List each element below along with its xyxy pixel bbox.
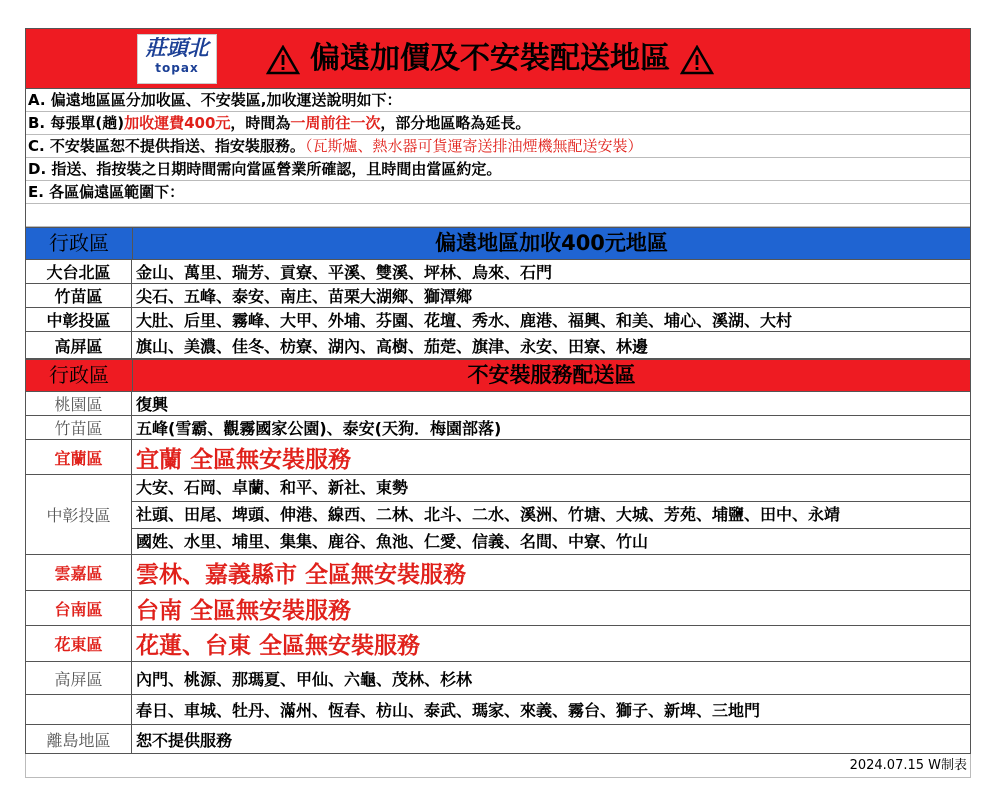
- brand-logo: [137, 34, 217, 84]
- note-b-mid: ，時間為: [230, 114, 291, 132]
- areas-cell: 內門、桃源、那瑪夏、甲仙、六龜、茂林、杉林: [136, 669, 473, 689]
- no-install-col-header: 行政區: [26, 360, 133, 391]
- areas-cell: 宜蘭 全區無安裝服務: [136, 446, 352, 473]
- region-cell: 台南區: [26, 591, 132, 625]
- note-b-suffix: ，部分地區略為延長。: [380, 114, 531, 132]
- no-install-title: 不安裝服務配送區: [467, 363, 636, 387]
- areas-cell: 金山、萬里、瑞芳、貢寮、平溪、雙溪、坪林、烏來、石門: [136, 263, 553, 282]
- table-row: [25, 626, 971, 662]
- table-sheet: [25, 28, 971, 778]
- warning-icon: [266, 45, 300, 75]
- table-row: [25, 416, 971, 440]
- note-b-frequency: 一周前往一次: [290, 114, 381, 132]
- table-row: [25, 392, 971, 416]
- table-row: [25, 555, 971, 591]
- region-cell: 大台北區: [26, 260, 132, 283]
- table-row: [25, 308, 971, 332]
- table-row: [25, 260, 971, 284]
- spacer-row: [26, 204, 970, 227]
- note-d: D. 指送、指按裝之日期時間需向當區營業所確認，且時間由當區約定。: [26, 158, 970, 181]
- region-cell: 中彰投區: [26, 308, 132, 331]
- region-cell: 宜蘭區: [26, 440, 132, 474]
- areas-line: 國姓、水里、埔里、集集、鹿谷、魚池、仁愛、信義、名間、中寮、竹山: [136, 532, 649, 551]
- region-cell: 離島地區: [26, 725, 132, 753]
- areas-cell: 恕不提供服務: [136, 730, 233, 750]
- title-bar: [25, 28, 971, 89]
- areas-cell: 台南 全區無安裝服務: [136, 597, 352, 624]
- areas-cell: 尖石、五峰、泰安、南庄、苗栗大湖鄉、獅潭鄉: [136, 287, 473, 306]
- areas-cell: 春日、車城、牡丹、滿州、恆春、枋山、泰武、瑪家、來義、霧台、獅子、新埤、三地門: [136, 701, 761, 720]
- region-cell: 高屏區: [26, 662, 132, 694]
- areas-cell: 大肚、后里、霧峰、大甲、外埔、芬園、花壇、秀水、鹿港、福興、和美、埔心、溪湖、大村: [136, 311, 793, 330]
- warning-icon: [680, 45, 714, 75]
- note-b: [26, 112, 970, 135]
- areas-cell: 五峰(雪霸、觀霧國家公園)、泰安(天狗．梅園部落): [136, 419, 502, 438]
- areas-line: 大安、石岡、卓蘭、和平、新社、東勢: [132, 475, 970, 502]
- areas-cell: 雲林、嘉義縣市 全區無安裝服務: [136, 562, 467, 588]
- table-row: [25, 725, 971, 754]
- areas-line: 社頭、田尾、埤頭、伸港、線西、二林、北斗、二水、溪洲、竹塘、大城、芳苑、埔鹽、田中、永靖: [132, 502, 970, 529]
- note-c: [26, 135, 970, 158]
- table-row: [25, 591, 971, 626]
- note-a: A. 偏遠地區區分加收區、不安裝區,加收運送說明如下：: [26, 89, 970, 112]
- note-e: E. 各區偏遠區範圍下：: [26, 181, 970, 204]
- areas-cell: 花蓮、台東 全區無安裝服務: [136, 633, 421, 659]
- logo-chinese: 莊頭北: [145, 35, 209, 60]
- note-b-fee: 加收運費400元: [124, 114, 231, 132]
- region-cell: 中彰投區: [26, 475, 132, 554]
- table-row: [25, 284, 971, 308]
- areas-cell: 復興: [136, 395, 169, 414]
- page-title-row: [256, 41, 724, 77]
- surcharge-title: 偏遠地區加收400元地區: [435, 231, 668, 255]
- footer-date: 2024.07.15 W制表: [25, 754, 971, 778]
- table-row: [25, 440, 971, 475]
- region-cell: 雲嘉區: [26, 555, 132, 590]
- region-cell: [26, 695, 132, 724]
- surcharge-header: [25, 227, 971, 260]
- surcharge-rows: [25, 260, 971, 359]
- region-cell: 竹苗區: [26, 416, 132, 439]
- region-cell: 桃園區: [26, 392, 132, 415]
- region-cell: 竹苗區: [26, 284, 132, 307]
- note-b-prefix: B. 每張單(趟): [28, 114, 125, 132]
- page-title: 偏遠加價及不安裝配送地區: [310, 41, 670, 76]
- region-cell: 花東區: [26, 626, 132, 661]
- areas-cell: [132, 475, 970, 554]
- logo-english: topax: [155, 61, 199, 75]
- table-row: [25, 332, 971, 359]
- areas-cell: 旗山、美濃、佳冬、枋寮、湖內、高樹、茄萣、旗津、永安、田寮、林邊: [136, 336, 649, 356]
- surcharge-col-header: 行政區: [26, 228, 133, 259]
- table-row: [25, 475, 971, 555]
- note-c-text: C. 不安裝區恕不提供指送、指安裝服務。: [28, 137, 305, 155]
- note-c-exception: （瓦斯爐、熱水器可貨運寄送排油煙機無配送安裝）: [304, 137, 643, 155]
- notes-section: [25, 89, 971, 227]
- no-install-header: [25, 359, 971, 392]
- table-row: [25, 695, 971, 725]
- table-row: [25, 662, 971, 695]
- region-cell: 高屏區: [26, 332, 132, 358]
